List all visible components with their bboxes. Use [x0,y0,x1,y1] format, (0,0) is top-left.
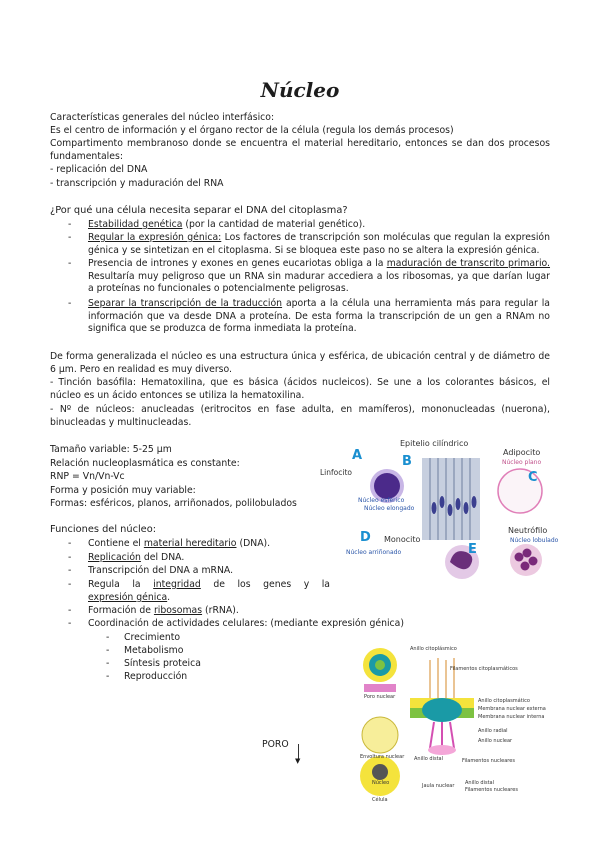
function-3: Transcripción del DNA a mRNA. [88,565,234,576]
sub-dash: - [106,632,110,643]
bullet-3-pre: Presencia de intrones y exones en genes eucariotas obliga a la [88,258,387,269]
bullet-dash: - [68,579,72,590]
sub-item: Metabolismo [124,645,184,656]
nuclei-figure [320,436,559,586]
nucleus-view [372,764,388,780]
cytoplasmic-filaments [430,658,454,698]
bullet-3-text: Resultaría muy peligroso que un RNA sin madurar accediera a los ribosomas, ya que darían lugar a proteínas no funcionales o potencialmente peligrosas. [88,270,550,295]
function-1 [88,538,270,551]
general-paragraph-1: De forma generalizada el núcleo es una estructura única y esférica, de ubicación central y de diámetro de 6 µm. Pero en realidad es muy diverso. [50,351,550,375]
pore-label-celula: Célula [372,797,388,803]
label-monocyte: Monocito [384,535,421,544]
general-paragraph-3: - Nº de núcleos: anucleadas (eritrocitos en fase adulta, en mamíferos), mononucleadas (nuerona), binucleadas y multinucleadas. [50,404,550,428]
figure-letter-e: E [468,542,477,557]
pore-label-filaments: Filamentos citoplasmáticos [450,666,518,672]
bullet-dash: - [68,298,72,309]
pore-label-envoltura: Envoltura nuclear [360,754,405,760]
general-paragraph-2: - Tinción basófila: Hematoxilina, que es básica (ácidos nucleicos). Se une a los colorantes básicos, el núcleo es un ácido entonces se utiliza la hematoxilina. [50,377,550,401]
bullet-dash: - [68,552,72,563]
function-4-end: . [167,592,171,603]
size-line-2: Relación nucleoplasmática es constante: [50,458,240,469]
bullet-dash: - [68,565,72,576]
label-adipocyte: Adipocito [503,448,541,457]
arrow-down-icon: ▼ [295,757,301,765]
bullet-2-key: Regular la expresión génica: [88,232,222,243]
figure-letter-c: C [528,470,538,485]
intro-heading: Características generales del núcleo interfásico: [50,112,275,123]
pore-label-top: Anillo citoplásmico [410,646,457,652]
pore-label-membrana-ext: Membrana nuclear externa [478,706,546,712]
label-elongated-nucleus: Núcleo elongado [364,505,415,512]
label-spherical-nucleus: Núcleo esférico [358,497,405,504]
pore-center [375,660,385,670]
size-line-4: Forma y posición muy variable: [50,485,196,496]
size-line-5: Formas: esféricos, planos, arriñonados, polilobulados [50,498,297,509]
bullet-dash: - [68,219,72,230]
bullet-4-text: aporta a la célula una herramienta más para regular la información que va desde DNA a proteína. De esta forma la transcripción de un gen a RNAm no significa que se produzca de forma inmediata la proteína. [88,298,550,335]
lymphocyte-nucleus [374,473,400,499]
radial-ring [422,698,462,722]
function-2-text: del DNA. [140,552,185,563]
intro-line-1: Es el centro de información y el órgano rector de la célula (regula los demás procesos) [50,125,454,136]
sub-item: Síntesis proteica [124,658,201,669]
function-1-text: (DNA). [236,538,271,549]
bullet-dash: - [68,258,72,269]
figure-letter-b: B [402,454,412,469]
intro-item-2: - transcripción y maduración del RNA [50,178,224,189]
bullet-1-text: (por la cantidad de material genético). [182,219,366,230]
label-lobulated-nucleus: Núcleo lobulado [510,537,559,544]
question-bullet-2 [88,232,550,257]
intro-item-1: - replicación del DNA [50,164,148,175]
label-kidney-nucleus: Núcleo arriñonado [346,549,402,556]
distal-ring [428,745,456,755]
bullet-1-key: Estabilidad genética [88,219,183,230]
function-5-text: (rRNA). [202,605,239,616]
bullet-dash: - [68,605,72,616]
question-heading: ¿Por qué una célula necesita separar el DNA del citoplasma? [50,205,348,216]
function-4-mid: de los genes y la [200,579,330,590]
function-5 [88,605,239,618]
nuclear-pore-figure [350,640,546,805]
function-4-pre: Regula la [88,579,154,590]
sub-dash: - [106,671,110,682]
pore-label-membrana-int: Membrana nuclear interna [478,714,545,720]
function-2-key: Replicación [88,552,141,563]
pore-label-anillo-nuclear: Anillo nuclear [478,738,513,744]
size-line-3: RNP = Vn/Vn-Vc [50,471,125,482]
intro-line-2: Compartimento membranoso donde se encuentra el material hereditario, entonces se dan dos procesos fundamentales: [50,138,550,162]
sub-item: Crecimiento [124,632,181,643]
pore-label-filamentos-nuc: Filamentos nucleares [462,758,515,764]
function-2 [88,552,184,565]
pore-side-strip [364,684,396,692]
label-lymphocyte: Linfocito [320,468,352,477]
label-epithelium: Epitelio cilíndrico [400,439,469,448]
sub-dash: - [106,658,110,669]
question-bullet-3 [88,258,550,296]
function-5-pre: Formación de [88,605,154,616]
pore-label-poro-nuclear: Poro nuclear [364,694,396,700]
page-title: Núcleo [260,78,340,102]
question-bullet-4 [88,298,550,336]
bullet-4-key: Separar la transcripción de la traducción [88,298,283,309]
bullet-dash: - [68,232,72,243]
label-neutrophil: Neutrófilo [508,526,548,535]
sub-item: Reproducción [124,671,188,682]
function-4-key-1: integridad [153,579,201,590]
size-line-1: Tamaño variable: 5-25 µm [50,444,172,455]
pore-label-anillo-distal-2: Anillo distal [465,780,494,786]
bullet-3-key: maduración de transcrito primario. [386,258,551,269]
question-bullet-1 [88,219,365,232]
function-1-key: material hereditario [143,538,237,549]
pore-label: PORO [262,739,289,750]
pore-label-nucleo: Núcleo [372,780,390,786]
figure-letter-d: D [360,530,371,545]
pore-label-anillo-distal: Anillo distal [414,756,443,762]
epithelium-block [422,458,480,540]
function-1-pre: Contiene el [88,538,144,549]
pore-label-filamentos-nuc-2: Filamentos nucleares [465,787,518,793]
function-4-line-2 [88,592,170,605]
functions-heading: Funciones del núcleo: [50,524,157,535]
bullet-dash: - [68,618,72,629]
pore-label-anillo-cit: Anillo citoplasmático [478,698,530,704]
function-4-line-1 [88,579,330,592]
bullet-dash: - [68,538,72,549]
pore-label-canasta: Jaula nuclear [422,783,455,789]
label-adipocyte-nucleus: Núcleo plano [502,459,542,466]
figure-letter-a: A [352,448,363,463]
function-6: Coordinación de actividades celulares: (mediante expresión génica) [88,618,404,629]
sub-dash: - [106,645,110,656]
envelope-view [362,717,398,753]
pore-label-anillo-radial: Anillo radial [478,728,508,734]
bullet-2-text: Los factores de transcripción son moléculas que regulan la expresión génica y se sintetizan en el citoplasma. Si se bloquea este paso no se altera la expresión génica. [88,232,550,256]
function-5-key: ribosomas [153,605,203,616]
function-4-key-2: expresión génica [88,592,168,603]
